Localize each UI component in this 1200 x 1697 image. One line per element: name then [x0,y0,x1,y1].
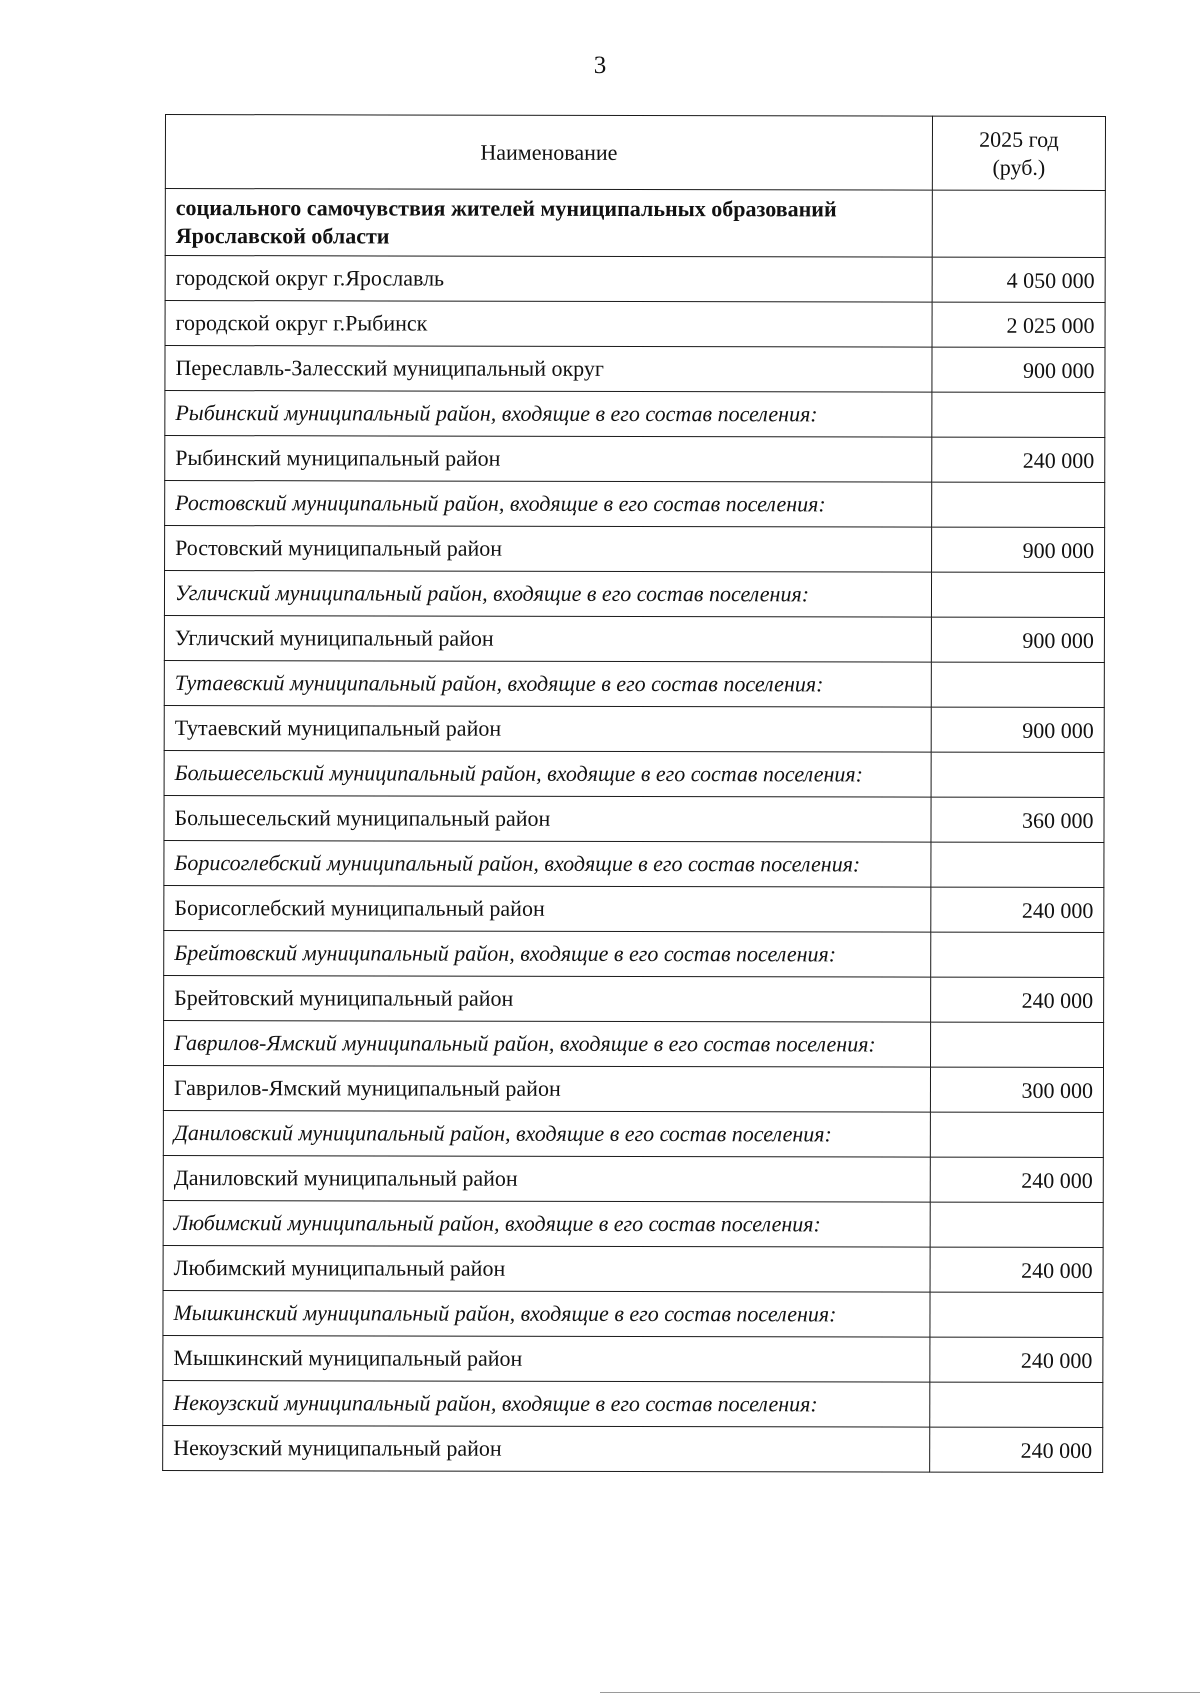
row-amount-cell [930,1292,1103,1337]
table-row [165,526,1105,573]
row-amount-cell: 240 000 [930,1427,1103,1472]
row-name-cell: Угличский муниципальный район [164,615,931,662]
table-row [163,1200,1103,1247]
table-row [165,256,1105,303]
row-amount-cell [930,1112,1103,1157]
row-name-cell: Тутаевский муниципальный район [164,705,931,752]
table-row [163,1065,1103,1112]
row-name-cell: социального самочувствия жителей муниципальных образований Ярославской области [165,189,932,258]
row-name-cell: городской округ г.Ярославль [165,256,932,303]
table-row [164,885,1104,932]
row-name-cell: Мышкинский муниципальный район, входящие в его состав поселения: [163,1290,930,1337]
row-amount-cell [931,752,1104,797]
table-row [164,1020,1104,1067]
row-name-cell: Некоузский муниципальный район [163,1425,930,1472]
table-row [165,481,1105,528]
row-amount-cell: 360 000 [931,797,1104,842]
row-name-cell: Гаврилов-Ямский муниципальный район, входящие в его состав поселения: [164,1020,931,1067]
table-body [163,189,1106,1473]
table-row [164,705,1104,752]
row-amount-cell: 240 000 [931,887,1104,932]
row-name-cell: Даниловский муниципальный район [163,1155,930,1202]
row-name-cell: Большесельский муниципальный район [164,795,931,842]
page-number: 3 [593,52,607,79]
table-row [164,571,1104,618]
row-name-cell: Тутаевский муниципальный район, входящие в его состав поселения: [164,660,931,707]
table-row [164,660,1104,707]
row-amount-cell [931,842,1104,887]
table-row [165,346,1105,393]
table-row [164,930,1104,977]
table-row [163,1425,1103,1472]
row-name-cell: Некоузский муниципальный район, входящие в его состав поселения: [163,1380,930,1427]
row-amount-cell: 240 000 [930,1247,1103,1292]
table-row [163,1380,1103,1427]
row-amount-cell: 2 025 000 [932,302,1105,347]
row-name-cell: Переславль-Залесский муниципальный округ [165,346,932,393]
row-amount-cell: 900 000 [932,527,1105,572]
row-name-cell: Любимский муниципальный район [163,1245,930,1292]
table-row [165,189,1105,258]
row-amount-cell: 300 000 [930,1067,1103,1112]
row-amount-cell: 240 000 [930,1157,1103,1202]
table-row [164,615,1104,662]
table-row [165,436,1105,483]
row-name-cell: Рыбинский муниципальный район, входящие в его состав поселения: [165,391,932,438]
table-row [164,795,1104,842]
row-amount-cell [932,392,1105,437]
table-row [163,1290,1103,1337]
table-header-row [165,115,1105,191]
row-name-cell: городской округ г.Рыбинск [165,301,932,348]
row-amount-cell: 900 000 [931,617,1104,662]
table-row [165,391,1105,438]
table-row [163,1155,1103,1202]
table-row [164,840,1104,887]
row-amount-cell [930,1202,1103,1247]
row-amount-cell [931,572,1104,617]
table-row [164,975,1104,1022]
row-name-cell: Борисоглебский муниципальный район [164,885,931,932]
row-amount-cell: 900 000 [932,347,1105,392]
table-row [163,1335,1103,1382]
row-name-cell: Даниловский муниципальный район, входящие в его состав поселения: [163,1110,930,1157]
row-amount-cell [932,190,1105,257]
row-amount-cell: 240 000 [930,1337,1103,1382]
header-amount-cell: 2025 год (руб.) [932,116,1105,190]
row-name-cell: Гаврилов-Ямский муниципальный район [163,1065,930,1112]
row-amount-cell: 240 000 [931,977,1104,1022]
row-amount-cell [930,1382,1103,1427]
row-name-cell: Угличский муниципальный район, входящие в его состав поселения: [164,571,931,618]
row-name-cell: Ростовский муниципальный район, входящие в его состав поселения: [165,481,932,528]
row-name-cell: Брейтовский муниципальный район [164,975,931,1022]
row-name-cell: Борисоглебский муниципальный район, входящие в его состав поселения: [164,840,931,887]
row-name-cell: Рыбинский муниципальный район [165,436,932,483]
row-amount-cell: 900 000 [931,707,1104,752]
table-row [165,301,1105,348]
row-name-cell: Мышкинский муниципальный район [163,1335,930,1382]
row-amount-cell: 4 050 000 [932,257,1105,302]
footer-rule [600,1692,1200,1693]
row-name-cell: Любимский муниципальный район, входящие в его состав поселения: [163,1200,930,1247]
row-amount-cell [931,662,1104,707]
row-name-cell: Брейтовский муниципальный район, входящие в его состав поселения: [164,930,931,977]
row-name-cell: Ростовский муниципальный район [165,526,932,573]
header-name-cell: Наименование [165,115,932,191]
row-name-cell: Большесельский муниципальный район, входящие в его состав поселения: [164,750,931,797]
row-amount-cell: 240 000 [932,437,1105,482]
row-amount-cell [931,932,1104,977]
table-row [163,1245,1103,1292]
row-amount-cell [932,482,1105,527]
allocation-table [162,114,1106,1473]
table-row [164,750,1104,797]
table-row [163,1110,1103,1157]
row-amount-cell [931,1022,1104,1067]
